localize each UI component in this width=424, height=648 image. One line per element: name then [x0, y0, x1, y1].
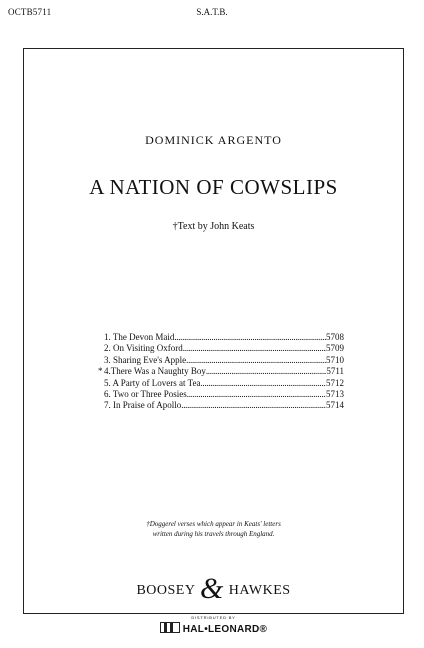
list-item	[104, 343, 344, 354]
leader-dots	[200, 378, 326, 389]
list-item-label: 1. The Devon Maid	[104, 332, 175, 342]
list-item-number: 5709	[326, 343, 344, 354]
contents-list	[98, 332, 344, 412]
list-item	[104, 389, 344, 400]
voicing: S.A.T.B.	[196, 7, 228, 17]
list-item-label: 3. Sharing Eve's Apple	[104, 354, 187, 365]
cover-frame	[23, 48, 404, 635]
leader-dots	[187, 389, 326, 400]
leader-dots	[183, 343, 326, 354]
list-item	[98, 366, 344, 377]
text-credit: †Text by John Keats	[172, 221, 255, 232]
leader-dots	[181, 400, 326, 411]
footnote-line: written during his travels through England.	[152, 530, 275, 538]
ampersand-mark: &	[199, 572, 224, 605]
keyboard-logo-icon	[160, 622, 180, 633]
list-item	[104, 400, 344, 411]
distributor-name: HAL•LEONARD®	[182, 624, 268, 635]
leader-dots	[206, 366, 326, 377]
composer-name: DOMINICK ARGENTO	[145, 133, 282, 147]
list-item-label: 2. On Visiting Oxford	[104, 343, 183, 354]
list-item-number: 5713	[326, 389, 344, 400]
list-item-label: 4.There Was a Naughty Boy	[104, 366, 206, 377]
footnote	[24, 519, 403, 539]
list-item	[104, 355, 344, 366]
page-title: A NATION OF COWSLIPS	[89, 175, 338, 199]
list-item-number: 5710	[326, 354, 344, 365]
list-item	[104, 332, 344, 343]
list-item-number: 5711	[326, 366, 344, 377]
list-item-label: 7. In Praise of Apollo	[104, 400, 182, 411]
current-item-marker: *	[98, 366, 103, 377]
list-item-number: 5708	[326, 332, 344, 342]
list-item-number: 5714	[326, 400, 344, 411]
distributor-logo	[24, 622, 403, 635]
publisher-name-right: HAWKES	[228, 583, 291, 598]
catalog-number: OCTB5711	[8, 7, 52, 17]
publisher-logo	[24, 572, 403, 605]
list-item-label: 6. Two or Three Posies	[104, 389, 187, 400]
distributed-by-label: DISTRIBUTED BY	[191, 615, 236, 620]
list-item	[104, 378, 344, 389]
list-item-label: 5. A Party of Lovers at Tea	[104, 377, 201, 388]
footnote-line: †Doggerel verses which appear in Keats' letters	[146, 520, 281, 528]
publisher-name-left: BOOSEY	[136, 583, 195, 598]
leader-dots	[174, 332, 326, 343]
leader-dots	[186, 355, 326, 366]
list-item-number: 5712	[326, 377, 344, 388]
